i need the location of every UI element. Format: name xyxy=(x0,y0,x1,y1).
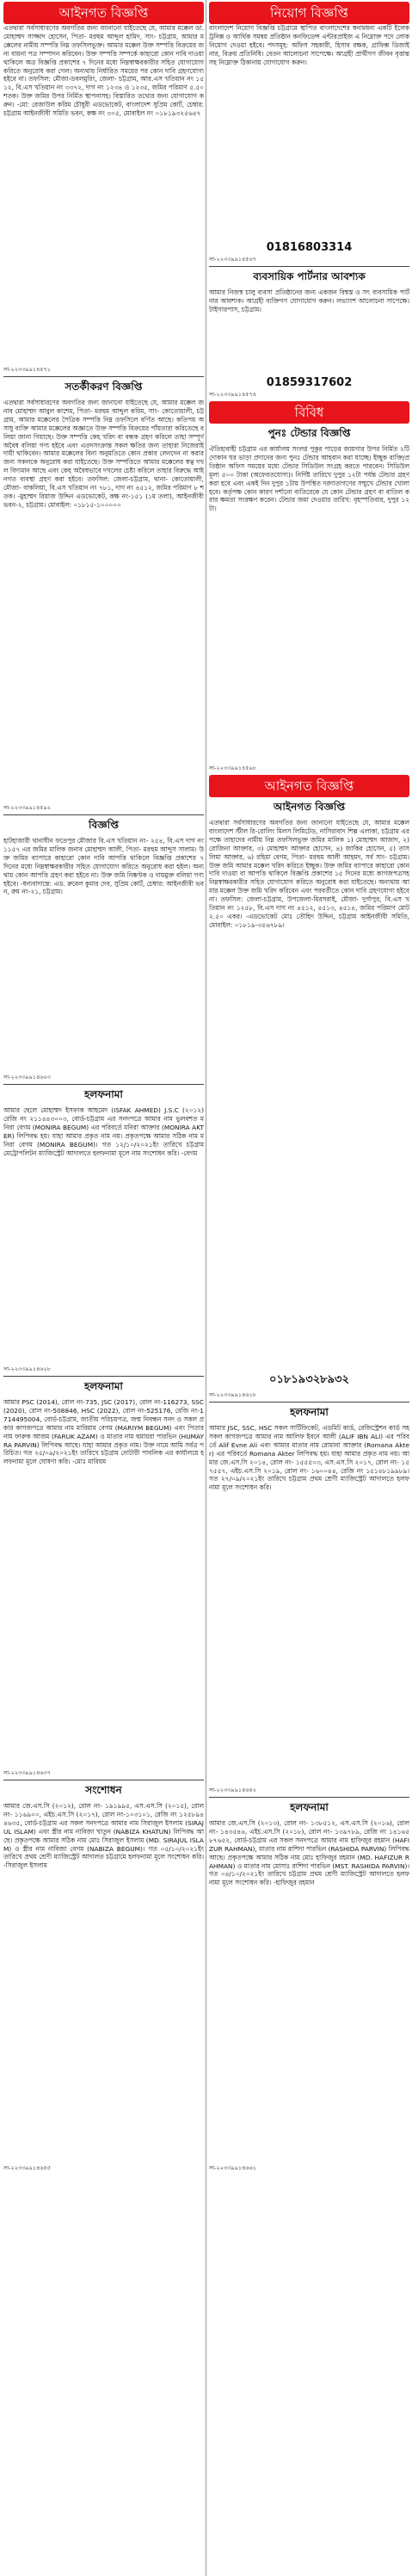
ad-code: সা-২২৩৩৯৯১৪৬২৮ xyxy=(3,1365,51,1372)
ad-title: হলফনামা xyxy=(84,1380,123,1392)
ad-body: বাংলাদেশ নিয়োগ বিজ্ঞপ্তি চট্টগ্রামে স্থাপিত বাংলাদেশের স্বনামধন্য একটি ইলেকট্রনিক্স ও আর্থিক সমন্বয় প্রতিষ্ঠান কনফিডেন্স এন্টারপ্রাইজ এ নিম্নোক্ত পদে লোক নিয়োগ দেওয়া হইবে। পদসমূহ: অফিস সহকারী, হিসাব রক্ষক, গ্রাফিক্স ডিজাইনার, বিক্রয় প্রতিনিধি। বেতন আলোচনা সাপেক্ষে। আগ্রহী প্রার্থীগণ জীবন বৃত্তান্ত সহ নিম্নোক্ত ঠিকানায় যোগাযোগ করুন। xyxy=(209,24,409,66)
ad-code: সা-২২৩৩৯৯১৪৬০৩ xyxy=(3,1074,51,1081)
right-column xyxy=(209,0,409,2175)
divider xyxy=(209,1402,409,1403)
ad-body: ঐতিহ্যবাহী চট্টগ্রাম এর কার্যালয় সংলগ্ন পুকুর পাড়ের জায়গার উপর নির্মিত ২টি দোকান ঘর ভাড়া প্রদানের জন্য পুনঃ টেন্ডার আহবান করা যাচ্ছে। ইচ্ছুক ব্যক্তি/প্রতিষ্ঠান অফিস সময়ের মধ্যে টেন্ডার সিডিউল সংগ্রহ করতে পারবেন। সিডিউল মূল্য ৫০০ টাকা (অফেরতযোগ্য)। নির্দিষ্ট তারিখে দুপুর ১২টা পর্যন্ত টেন্ডার গ্রহণ করা হবে এবং একই দিন দুপুর ১টায় উপস্থিত দরদাতাগণের সম্মুখে টেন্ডার খোলা হবে। কর্তৃপক্ষ কোন কারণ দর্শানো ব্যতিরেকে যে কোন টেন্ডার গ্রহণ বা বাতিল করার ক্ষমতা সংরক্ষণ করেন। টেন্ডার জমা দেওয়ার তারিখ: বৃহস্পতিবার, দুপুর ১২টা। xyxy=(209,445,409,513)
ad-code: সা-২২৩৩৯৯১৪৬৫৫ xyxy=(3,2164,51,2171)
ad-title: সংশোধন xyxy=(85,1784,122,1796)
ad-code: সা-২২৩৩৯৯১৪৫৯২ xyxy=(3,804,51,811)
ad-phone: 01816803314 xyxy=(266,241,353,254)
divider xyxy=(3,1084,204,1085)
ad-code: সা-২২৩৩৯৯১৪৬১৮ xyxy=(209,1391,256,1398)
section-header-misc: বিবিধ xyxy=(209,401,409,424)
ad-phone: 01859317602 xyxy=(266,376,353,389)
divider xyxy=(3,376,204,377)
ad-body: এতদ্বারা সর্বসাধারণের অবগতির জন্য জানানো যাইতেছে যে, আমার মক্কেল ডা. মোহাম্মদ সাজ্জাদ হোসেন, পিতা- মরহুম আব্দুল হামিদ, সাং- চট্টগ্রাম, আমার মক্কেলের নামীয় সম্পত্তি নিম্ন তফসিলভুক্ত। আমার মক্কেল উক্ত সম্পত্তি বিক্রয়ের জন্য বায়না পত্র সম্পাদন করিবেন। উক্ত সম্পত্তি সম্পর্কে কাহারো কোন দাবি দাওয়া থাকিলে অত্র বিজ্ঞপ্তি প্রকাশের ৭ দিনের মধ্যে নিম্নস্বাক্ষরকারীর সহিত যোগাযোগ করিতে অনুরোধ করা গেল। অন্যথায় নির্ধারিত সময়ের পর কোন দাবি গ্রহণযোগ্য হইবে না। তফসিল: মৌজা-ডবলমুরিং, জেলা- চট্টগ্রাম, আর.এস খতিয়ান নং ১৫১২, বি.এস খতিয়ান নং ৩৩৭২, দাগ নং ১২৩৪ ও ১২৩৫, জমির পরিমাণ ৫.৫০ শতক। উক্ত জমির উপর নির্মিত স্থাপনাসহ। বিস্তারিত তথ্যের জন্য যোগাযোগ করুন। -মো: রেজাউল করিম চৌধুরী এডভোকেট, বাংলাদেশ সুপ্রিম কোর্ট, চেম্বার: চট্টগ্রাম আইনজীবী সমিতি ভবন, কক্ষ নং ৩০৫, মোবাইল নং ০১৮১৯৩২৫৬৪৭ xyxy=(3,24,204,118)
ad-body: আমার নিজস্ব চালু ব্যবসা প্রতিষ্ঠানের জন্য একজন বিশ্বস্ত ও সৎ ব্যবসায়িক পার্টনার আবশ্যক। আগ্রহী ব্যক্তিগণ যোগাযোগ করুন। লভ্যাংশ আলোচনা সাপেক্ষে। টাইগারপাস, চট্টগ্রাম। xyxy=(209,288,409,313)
divider xyxy=(209,266,409,267)
ad-code: সা-২২৩৩৯৯১৪৬৪২ xyxy=(209,1786,256,1793)
ad-title: ব্যবসায়িক পার্টনার আবশ্যক xyxy=(253,270,366,282)
ad-title: হলফনামা xyxy=(290,1406,329,1418)
ad-title: হলফনামা xyxy=(290,1801,329,1813)
ad-body: হাটহাজারী থানাধীন ফতেপুর মৌজার বি.এস খতিয়ান নং- ২৫৪, বি.এস দাগ নং ১১৫৭ এর জমির মালিক জনাব মোহাম্মদ আলী, পিতা- মরহুম আব্দুস সালাম। উক্ত জমির ব্যাপারে কাহারো কোন দাবি আপত্তি থাকিলে বিজ্ঞপ্তি প্রকাশের ৭ দিনের মধ্যে নিম্নস্বাক্ষরকারীর সহিত যোগাযোগ করিতে অনুরোধ করা হইল। অন্যথায় কোন আপত্তি গ্রহণ করা হইবে না। উক্ত জমি নিষ্কণ্টক ও দায়মুক্ত বলিয়া গণ্য হইবে। -ধন্যবাদান্তে: এড. রুবেল কুমার দেব, সুপ্রিম কোর্ট, চেম্বার: আইনজীবী ভবন, রুম নং-২১, চট্টগ্রাম। xyxy=(3,837,204,896)
ad-code: সা-২২৩৩৯৯১৪৫৭৪ xyxy=(209,391,256,398)
ad-body: আমার জে.এস.সি (২০১২), রোল নং- ১৯১৯৯৫, এস.এস.সি (২০১৫), রোল নং- ১১৬৯০০, এইচ.এস.সি (২০১৭), রোল নং-১০৩১০১, রেজি নং ১২৫৮৯৪৪৬৩৫, বোর্ড-চট্টগ্রাম এর সকল সনদপত্রে আমার নাম সিরাজুল ইসলাম (SIRAJUL ISLAM) এবং স্ত্রীর নাম নাবিজা খাতুন (NABIZA KHATUN) লিপিবদ্ধ আছে। প্রকৃতপক্ষে আমার সঠিক নাম মোঃ সিরাজুল ইসলাম (MD. SIRAJUL ISLAM) ও স্ত্রীর নাম নাবিজা বেগম (NABIZA BEGUM)। গত ০৫/১০/২০২১ইং তারিখে প্রথম শ্রেণী ম্যাজিস্ট্রেট আদালত চট্টগ্রামে হলফনামা মূলে সংশোধন করি। -সিরাজুল ইসলাম xyxy=(3,1802,204,1870)
ad-title: পুনঃ টেন্ডার বিজ্ঞপ্তি xyxy=(267,427,351,439)
ad-title: বিজ্ঞপ্তি xyxy=(89,819,119,831)
ad-code: সা-২২৩৩৯৯১৪৫৬৭ xyxy=(209,256,256,263)
section-header-legal-2: আইনগত বিজ্ঞপ্তি xyxy=(209,775,409,797)
ad-body: আমার ছেলে মোহাম্মদ ইসফাক আহমেদ (ISFAK AHMED) J.S.C (২০১২) রেজি নং ২১১৪৪৩০০৩, বোর্ড-চট্টগ্রাম এর সনদপত্রে আমার নাম ভুলবশত মনিরা বেগম (MONIRA BEGUM) এর পরিবর্তে মনিরা আক্তার (MONIRA AKTER) লিপিবদ্ধ হয়। যাহা আমার প্রকৃত নাম নয়। প্রকৃতপক্ষে আমার সঠিক নাম মনিরা বেগম (MONIRA BEGUM)। গত ১২/১০/২০২১ইং তারিখে চট্টগ্রাম মেট্রোপলিটন ম্যাজিস্ট্রেট আদালতে হলফনামা মূলে নাম সংশোধন করি। -বেগম xyxy=(3,1106,204,1157)
left-column xyxy=(3,0,204,2175)
divider xyxy=(3,814,204,815)
ad-body: আমার জে.এস.সি (২০১৩), রোল নং- ১৩৮৫১২, এস.এস.সি (২০১৬), রোল নং- ১৪৩৫৪৬, এইচ.এস.সি (২০১৮), রোল নং- ১৩৯৭৮৯, রেজি নং ১৪১৬৫৮৭৬৫২, বোর্ড-চট্টগ্রাম এর সকল সনদপত্রে আমার নাম হাফিজুর রহমান (HAFIZUR RAHMAN), মাতার নাম রাশিদা পারভিন (RASHIDA PARVIN) লিপিবদ্ধ আছে। প্রকৃতপক্ষে আমার সঠিক নাম মোঃ হাফিজুর রহমান (MD. HAFIZUR RAHMAN) ও মাতার নাম মোসাঃ রাশিদা পারভিন (MST. RASHIDA PARVIN)। গত ০৪/১০/২০২১ইং তারিখে চট্টগ্রাম প্রথম শ্রেণী ম্যাজিস্ট্রেট আদালতে হলফনামা মূলে সংশোধন করি। -হাফিজুর রহমান xyxy=(209,1819,409,1887)
ad-code: সা-২২৩৩৯৯১৪৬৬১ xyxy=(209,2164,256,2171)
section-header-legal: আইনগত বিজ্ঞপ্তি xyxy=(3,2,204,24)
ad-code: সা-২২৩৩৯৯১৪৫৯৮ xyxy=(209,765,256,771)
ad-code: সা-২২৩৩৯৯১৪৬৩৭ xyxy=(3,1769,51,1776)
ad-title: হলফনামা xyxy=(84,1088,123,1100)
ad-title: সতর্কীকরণ বিজ্ঞপ্তি xyxy=(65,381,143,393)
divider xyxy=(209,1797,409,1798)
ad-body: এতদ্বারা সর্বসাধারণের অবগতির জন্য জানানো যাইতেছে যে, আমার মক্কেল জনাব মোহাম্মদ আবুল কাশেম, পিতা- মরহুম আব্দুল করিম, সাং- কোতোয়ালী, চট্টগ্রাম, আমার মক্কেলের পৈত্রিক সম্পত্তি নিম্ন তফসিলে বর্ণিত আছে। কতিপয় অসাধু ব্যক্তি আমার মক্কেলের অজ্ঞাতে উক্ত সম্পত্তি বিক্রয়ের পাঁয়তারা করিতেছে বলিয়া জানা গিয়াছে। উক্ত সম্পত্তি কেহ খরিদ বা বন্ধক গ্রহণ করিলে তাহা সম্পূর্ণ অবৈধ বলিয়া গণ্য হইবে এবং এতদসংক্রান্ত সকল ক্ষতির জন্য তাহারা নিজেরাই দায়ী থাকিবেন। আমার মক্কেলের বিনা অনুমতিতে কোন প্রকার লেনদেন না করার জন্য সকলকে অনুরোধ করা যাইতেছে। উক্ত সম্পত্তিতে আমার মক্কেলের স্বত্ব দখল বিদ্যমান আছে এবং কেহ অবৈধভাবে দখলের চেষ্টা করিলে তাহার বিরুদ্ধে আইনগত ব্যবস্থা গ্রহণ করা হইবে। তফসিল: জেলা-চট্টগ্রাম, থানা- কোতোয়ালী, মৌজা- বাকলিয়া, বি.এস খতিয়ান নং ৭৮১, দাগ নং ৪৫১২, জমির পরিমাণ ৮ শতক। -মুহাম্মদ রিয়াজ উদ্দিন এডভোকেট, কক্ষ নং-১৫১ (১ম তলা), আইনজীবী ভবন-২, চট্টগ্রাম। মোবাইল: ০১৮১৫-১০০০০০ xyxy=(3,399,204,509)
divider xyxy=(3,1376,204,1377)
ad-body: এতদ্বারা সর্বসাধারণের অবগতির জন্য জানানো যাইতেছে যে, আমার মক্কেল বাংলাদেশ স্টীল রি-রোলিং মিলস লিমিটেড, নাসিরাবাদ শিল্প এলাকা, চট্টগ্রাম এর পক্ষে তাহাদের নামীয় নিম্ন তফসিলভুক্ত জমির মালিক ১) মোহাম্মদ আজাদ, ২) রোজিনা আক্তার, ৩) মোহাম্মদ আক্তার হোসেন, ৪) জাকির হোসেন, ৫) তাসলিমা আক্তার, ৬) রহিমা বেগম, পিতা- মরহুম আলী আহমদ, সর্ব সাং- চট্টগ্রাম। উক্ত জমি আমার মক্কেল খরিদ করিতে ইচ্ছুক। উক্ত জমির ব্যাপারে কাহারো কোন দাবি দাওয়া বা আপত্তি থাকিলে বিজ্ঞপ্তি প্রকাশের ১৫ দিনের মধ্যে কাগজপত্রসহ নিম্নস্বাক্ষরকারীর সহিত যোগাযোগ করিতে অনুরোধ করা যাইতেছে। অন্যথায় আমার মক্কেল উক্ত জমি খরিদ করিবেন এবং পরবর্তীতে কোন দাবি গ্রহণযোগ্য হইবে না। তফসিল: জেলা-চট্টগ্রাম, উপজেলা-মিরসরাই, মৌজা- দুর্গাপুর, বি.এস খতিয়ান নং ১২৫৮, বি.এস দাগ নং ৪৫১২, ৪৫১৩, ৪৫১৪, জমির পরিমাণ মোট ২.৫০ একর। -এডভোকেট মোঃ তৌহিদ উদ্দিন, চট্টগ্রাম আইনজীবী সমিতি, মোবাইল: ০১৮১৯-৩৫৬৭৮৯। xyxy=(209,819,409,929)
section-header-jobs: নিয়োগ বিজ্ঞপ্তি xyxy=(209,2,409,24)
ad-code: সা-২২৩৩৯৯১৪৫৭১ xyxy=(3,366,51,373)
ad-body: আমার PSC (2014), রোল নং-735, JSC (2017), রোল নং-116273, SSC (2020), রোল নং-508846, HSC (2022), রোল নং-525176, রেজি নং-1714495004, বোর্ড-চট্টগ্রাম, জাতীয় পরিচয়পত্র, জন্ম নিবন্ধন সনদ ও সকল প্রকার কাগজপত্রে আমার নাম মারিয়াম বেগম (MARIYM BEGUM) এবং পিতার নাম ফারুক আজম (FARUK AZAM) ও মাতার নাম হুমায়রা পারভিন (HUMAYRA PARVIN) লিপিবদ্ধ আছে। যাহা আমার প্রকৃত নাম। উক্ত নামে আমি সর্বত্র পরিচিত। গত ২৫/০৯/২০২১ইং তারিখে চট্টগ্রাম নোটারী পাবলিক এর কার্যালয়ে হলফনামা মূলে ঘোষণা করি। -মোঃ মারিয়ম xyxy=(3,1398,204,1466)
ad-phone: ০১৮১৯৩২৮৯৩২ xyxy=(269,1373,349,1386)
ad-body: আমার JSC, SSC, HSC সকল সার্টিফিকেট, এডমিট কার্ড, রেজিস্ট্রেশন কার্ড সহ সকল কাগজপত্রে আমার নাম আলিফ ইবনে আলী (ALIF IBN ALI) এর পরিবর্তে Alif Evne Ali এবং আমার মাতার নাম রোমানা আক্তার (Romana Akter) এর পরিবর্তে Romana Akter লিপিবদ্ধ হয়। যাহা আমার প্রকৃত নাম নয়। আমার জে.এস.সি ২০১৪, রোল নং- ১৫৫৫০৩, এস.এস.সি ২০১৭, রোল নং- ১৫৭৫৫৭, এইচ.এস.সি ২০১৯, রোল নং- ১৬০০৪৪, রেজি নং ১৫১৪৮১৯৯৮৯। গত ২৭/০৯/২০২১ইং তারিখে চট্টগ্রাম প্রথম শ্রেণী ম্যাজিস্ট্রেট আদালতে হলফনামা মূলে সংশোধন করি। xyxy=(209,1424,409,1492)
ad-title: আইনগত বিজ্ঞপ্তি xyxy=(273,801,346,813)
